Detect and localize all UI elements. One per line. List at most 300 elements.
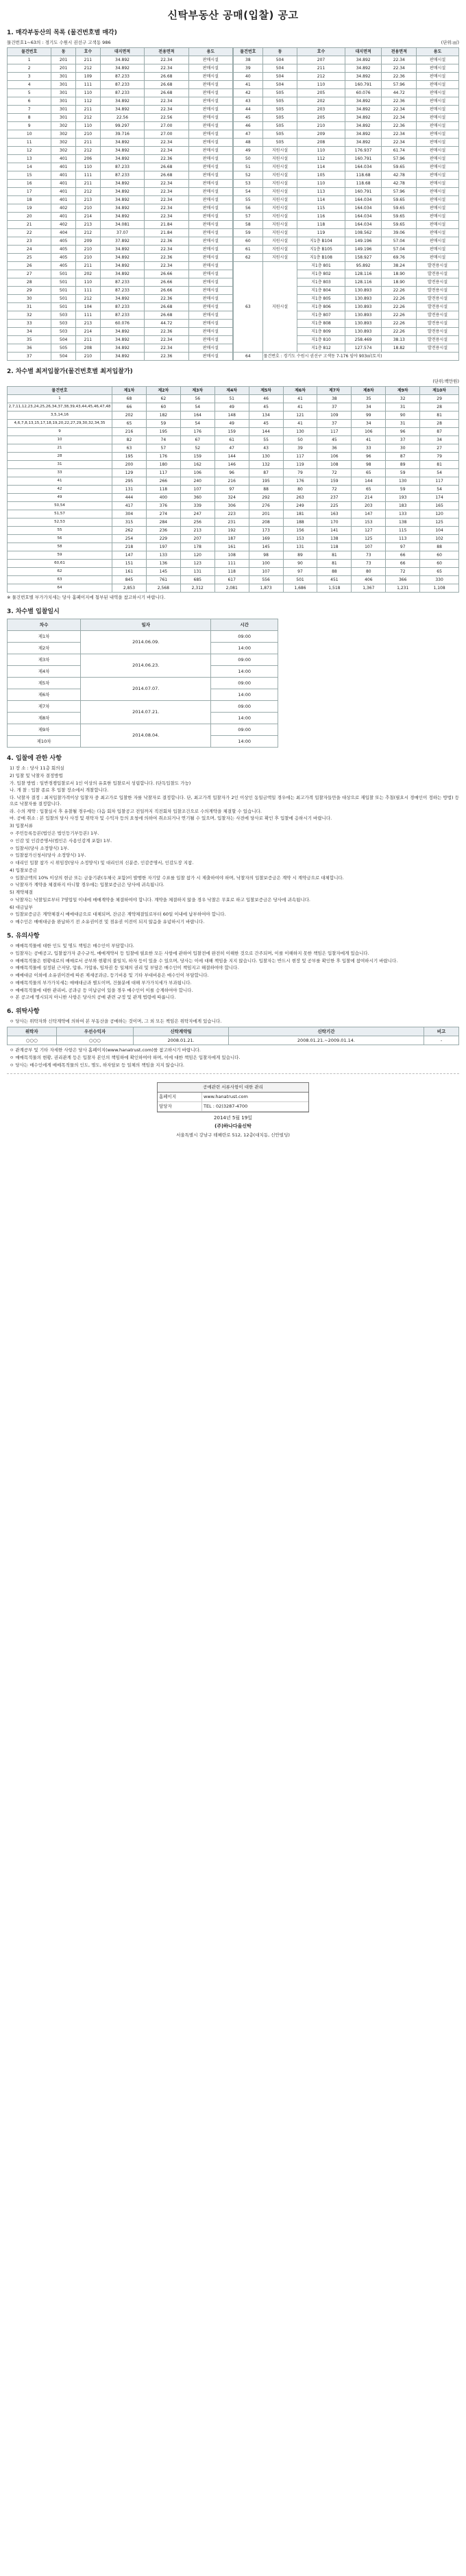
schedule-round: 제8차 bbox=[8, 712, 81, 724]
trust-table bbox=[7, 1027, 459, 1045]
price-cell: 66 bbox=[112, 403, 147, 412]
property-right-cell: 판매시설 bbox=[417, 155, 459, 163]
property-right-cell: 판매시설 bbox=[417, 56, 459, 64]
price-row bbox=[8, 568, 459, 576]
property-right-row bbox=[234, 246, 459, 254]
price-cell: 34 bbox=[352, 420, 386, 428]
price-cell: 1 bbox=[8, 395, 112, 403]
property-right-cell: 지원시설 bbox=[262, 196, 297, 204]
property-left-row bbox=[8, 106, 233, 114]
property-left-cell: 104 bbox=[75, 303, 100, 311]
property-lot63-cell: 22.26 bbox=[382, 311, 417, 320]
property-right-row bbox=[234, 89, 459, 97]
property-left-cell: 판매시설 bbox=[188, 97, 232, 106]
property-left-row bbox=[8, 328, 233, 336]
price-cell: 151 bbox=[112, 560, 147, 568]
price-cell: 366 bbox=[386, 576, 420, 584]
property-left-cell: 22.36 bbox=[145, 295, 188, 303]
property-right-row bbox=[234, 163, 459, 171]
property-left-row bbox=[8, 344, 233, 353]
price-cell: 97 bbox=[386, 543, 420, 551]
property-right-cell: 164.034 bbox=[345, 204, 382, 213]
section4-line: ㅇ 인감 및 인감증명서(법인은 사용인감계 포함) 1부. bbox=[10, 837, 112, 844]
property-left-cell: 판매시설 bbox=[188, 328, 232, 336]
property-left-cell: 16 bbox=[8, 180, 51, 188]
price-cell: 49 bbox=[8, 494, 112, 502]
property-right-cell: 34.892 bbox=[345, 97, 382, 106]
price-cell: 444 bbox=[112, 494, 147, 502]
property-right-cell: 108.562 bbox=[345, 229, 382, 237]
property-left-cell: 110 bbox=[75, 89, 100, 97]
price-cell: 59 bbox=[386, 486, 420, 494]
price-cell: 315 bbox=[112, 518, 147, 527]
contact-label: 홈페이지 bbox=[158, 1093, 202, 1101]
property-right-cell: 57.04 bbox=[382, 237, 417, 246]
property-left-cell: 27 bbox=[8, 270, 51, 278]
price-cell: 182 bbox=[146, 412, 180, 420]
price-row bbox=[8, 527, 459, 535]
property-left-cell: 판매시설 bbox=[188, 303, 232, 311]
property-right-cell: 판매시설 bbox=[417, 196, 459, 204]
price-cell: 169 bbox=[249, 535, 283, 543]
section4-line: 2) 입찰 및 낙찰자 결정방법 bbox=[10, 772, 63, 778]
price-cell: 54 bbox=[420, 469, 459, 477]
section4-line: 마. 공매 취소 : 본 입찰의 당사 사정 및 위탁자 및 수익자 등의 요청에 의하여 취소되거나 연기될 수 있으며, 입찰자는 사전에 당사로 확인 후 입찰에 응하시기 바랍니다. bbox=[10, 815, 332, 822]
price-cell: 134 bbox=[249, 412, 283, 420]
property-left-cell: 14 bbox=[8, 163, 51, 171]
property-right-cell: 판매시설 bbox=[417, 73, 459, 81]
property-lot63-cell: 22.26 bbox=[382, 303, 417, 311]
price-cell: 28 bbox=[420, 420, 459, 428]
property-left-cell: 19 bbox=[8, 204, 51, 213]
section4-line: 4) 입찰보증금 bbox=[10, 867, 38, 873]
property-right-row bbox=[234, 147, 459, 155]
price-cell: 63 bbox=[112, 444, 147, 453]
property-left-cell: 판매시설 bbox=[188, 147, 232, 155]
property-left-cell: 34.892 bbox=[100, 97, 144, 106]
price-cell: 130 bbox=[283, 428, 317, 436]
property-lot63-cell: 22.26 bbox=[382, 295, 417, 303]
price-header-9: 제9차 bbox=[386, 387, 420, 395]
property-lot63-cell: 발전용시설 bbox=[417, 295, 459, 303]
property-right-row bbox=[234, 229, 459, 237]
property-left-row bbox=[8, 73, 233, 81]
price-cell: 147 bbox=[112, 551, 147, 560]
property-right-row bbox=[234, 171, 459, 180]
property-left-cell: 210 bbox=[75, 246, 100, 254]
property-right-header-4: 전용면적 bbox=[382, 48, 417, 56]
property-right-row bbox=[234, 97, 459, 106]
price-cell: 202 bbox=[112, 412, 147, 420]
price-cell: 106 bbox=[352, 428, 386, 436]
property-left-cell: 87.233 bbox=[100, 81, 144, 89]
trust-cell: ○○○ bbox=[56, 1036, 134, 1045]
property-lot63-cell: 발전용시설 bbox=[417, 328, 459, 336]
section6-title: 6. 위탁사항 bbox=[7, 1008, 40, 1016]
property-lot63-cell: 지1층 805 bbox=[297, 295, 345, 303]
property-right-cell: 53 bbox=[234, 180, 263, 188]
property-left-cell: 22 bbox=[8, 229, 51, 237]
trust-header-4: 비고 bbox=[424, 1027, 458, 1036]
property-right-cell: 57.04 bbox=[382, 246, 417, 254]
price-cell: 35 bbox=[352, 395, 386, 403]
section-bid-schedule bbox=[7, 608, 459, 748]
property-right-cell: 69.76 bbox=[382, 254, 417, 262]
price-row bbox=[8, 543, 459, 551]
price-cell: 130 bbox=[249, 453, 283, 461]
price-cell: 145 bbox=[249, 543, 283, 551]
price-cell: 60 bbox=[146, 403, 180, 412]
property-left-cell: 111 bbox=[75, 171, 100, 180]
property-left-cell: 87.233 bbox=[100, 287, 144, 295]
price-cell: 223 bbox=[214, 510, 249, 518]
price-cell: 51,57 bbox=[8, 510, 112, 518]
property-left-cell: 110 bbox=[75, 163, 100, 171]
property-right-cell: 34.892 bbox=[345, 106, 382, 114]
price-cell: 73 bbox=[352, 560, 386, 568]
price-cell: 165 bbox=[420, 502, 459, 510]
price-header-6: 제6차 bbox=[283, 387, 317, 395]
schedule-time: 14:00 bbox=[211, 689, 278, 700]
price-cell: 145 bbox=[146, 568, 180, 576]
property-left-cell: 22.34 bbox=[145, 139, 188, 147]
property-right-cell: 34.892 bbox=[345, 130, 382, 139]
price-cell: 56 bbox=[180, 395, 214, 403]
price-cell: 148 bbox=[214, 412, 249, 420]
price-cell: 262 bbox=[112, 527, 147, 535]
property-left-row bbox=[8, 262, 233, 270]
property-left-cell: 11 bbox=[8, 139, 51, 147]
property-lot63-cell: 지1층 803 bbox=[297, 278, 345, 287]
property-right-header-3: 대지면적 bbox=[345, 48, 382, 56]
property-lot63-cell: 130.893 bbox=[345, 287, 382, 295]
property-left-cell: 34.892 bbox=[100, 246, 144, 254]
price-cell: 263 bbox=[283, 494, 317, 502]
price-cell: 89 bbox=[386, 461, 420, 469]
price-row bbox=[8, 395, 459, 403]
price-cell: 201 bbox=[249, 510, 283, 518]
property-left-cell: 판매시설 bbox=[188, 130, 232, 139]
lot63-building: 지원시설 bbox=[262, 262, 297, 353]
price-cell: 67 bbox=[180, 436, 214, 444]
property-right-cell: 211 bbox=[297, 64, 345, 73]
section4-line: 나. 개 찰 : 입찰 종료 후 입찰 장소에서 개찰합니다. bbox=[10, 787, 109, 794]
property-left-header-1: 동 bbox=[51, 48, 76, 56]
property-left-cell: 110 bbox=[75, 122, 100, 130]
property-left-cell: 26 bbox=[8, 262, 51, 270]
property-left-cell: 21.84 bbox=[145, 221, 188, 229]
property-right-cell: 판매시설 bbox=[417, 89, 459, 97]
price-cell: 21 bbox=[8, 444, 112, 453]
property-lot63-cell: 130.893 bbox=[345, 295, 382, 303]
price-cell: 141 bbox=[317, 527, 352, 535]
property-left-cell: 34 bbox=[8, 328, 51, 336]
section2-subheader bbox=[7, 379, 459, 385]
price-cell: 90 bbox=[283, 560, 317, 568]
property-left-cell: 34.892 bbox=[100, 262, 144, 270]
price-cell: 107 bbox=[180, 486, 214, 494]
property-right-cell: 57.96 bbox=[382, 81, 417, 89]
price-cell: 107 bbox=[249, 568, 283, 576]
property-left-cell: 판매시설 bbox=[188, 171, 232, 180]
price-cell: 46 bbox=[249, 395, 283, 403]
property-right-cell: 164.034 bbox=[345, 221, 382, 229]
section4-line: ㅇ 매수인은 매매대금을 완납하기 전 소유권이전 및 점유권 이전이 되지 않음을 유념하시기 바랍니다. bbox=[10, 919, 205, 925]
property-left-cell: 211 bbox=[75, 139, 100, 147]
trust-cell: 2008.01.21. bbox=[134, 1036, 229, 1045]
price-cell: 216 bbox=[214, 477, 249, 486]
property-left-cell: 201 bbox=[51, 64, 76, 73]
section4-line: ㅇ 대리인 입찰 참가 시 위임장(당사 소정양식) 및 대리인의 신분증, 인감증명서, 인감도장 지참. bbox=[10, 860, 194, 866]
property-right-cell: 62 bbox=[234, 254, 263, 262]
price-cell: 29 bbox=[420, 395, 459, 403]
property-right-cell: 판매시설 bbox=[417, 246, 459, 254]
property-right-cell: 118.68 bbox=[345, 180, 382, 188]
price-cell: 33 bbox=[8, 469, 112, 477]
price-cell: 153 bbox=[283, 535, 317, 543]
price-cell: 2,081 bbox=[214, 584, 249, 593]
price-cell: 54 bbox=[180, 420, 214, 428]
price-row bbox=[8, 469, 459, 477]
section6-line: ㅇ 관계공부 및 기타 자세한 사항은 당사 홈페이지(www.hanatrust.com)를 참고하시기 바랍니다. bbox=[10, 1047, 201, 1053]
property-right-cell: 504 bbox=[262, 73, 297, 81]
property-right-cell: 209 bbox=[297, 130, 345, 139]
property-left-cell: 26.66 bbox=[145, 287, 188, 295]
price-cell: 56 bbox=[8, 535, 112, 543]
property-lot63-row bbox=[234, 262, 459, 270]
section3-title: 3. 차수별 입찰일시 bbox=[7, 608, 60, 615]
property-left-cell: 87.233 bbox=[100, 278, 144, 287]
property-lot63-cell: 지1층 804 bbox=[297, 287, 345, 295]
property-right-cell: 22.36 bbox=[382, 73, 417, 81]
price-cell: 58 bbox=[8, 543, 112, 551]
schedule-date: 2014.07.21. bbox=[81, 700, 211, 724]
property-left-row bbox=[8, 278, 233, 287]
price-cell: 617 bbox=[214, 576, 249, 584]
property-left-cell: 판매시설 bbox=[188, 320, 232, 328]
property-right-row bbox=[234, 64, 459, 73]
price-cell: 147 bbox=[352, 510, 386, 518]
property-right-cell: 지원시설 bbox=[262, 155, 297, 163]
property-lot63-cell: 18.90 bbox=[382, 278, 417, 287]
property-right-cell: 54 bbox=[234, 188, 263, 196]
property-left-cell: 405 bbox=[51, 237, 76, 246]
property-right-cell: 112 bbox=[297, 155, 345, 163]
property-lot63-cell: 130.893 bbox=[345, 303, 382, 311]
section4-body bbox=[10, 765, 459, 925]
property-left-cell: 99.297 bbox=[100, 122, 144, 130]
price-cell: 50,54 bbox=[8, 502, 112, 510]
price-cell: 178 bbox=[180, 543, 214, 551]
property-right-cell: 22.34 bbox=[382, 64, 417, 73]
property-left-cell: 18 bbox=[8, 196, 51, 204]
property-right-cell: 판매시설 bbox=[417, 180, 459, 188]
schedule-time: 09:00 bbox=[211, 654, 278, 665]
price-cell: 203 bbox=[352, 502, 386, 510]
property-right-row bbox=[234, 196, 459, 204]
property-right-header-1: 동 bbox=[262, 48, 297, 56]
price-cell: 153 bbox=[352, 518, 386, 527]
property-right-cell: 지1층 B104 bbox=[297, 237, 345, 246]
price-cell: 1,231 bbox=[386, 584, 420, 593]
property-lot63-cell: 지1층 807 bbox=[297, 311, 345, 320]
property-left-cell: 302 bbox=[51, 139, 76, 147]
property-right-row bbox=[234, 106, 459, 114]
property-left-cell: 22.34 bbox=[145, 188, 188, 196]
property-left-cell: 302 bbox=[51, 147, 76, 155]
property-left-cell: 3 bbox=[8, 73, 51, 81]
property-left-cell: 401 bbox=[51, 196, 76, 204]
property-left-cell: 29 bbox=[8, 287, 51, 295]
price-header-0: 물건번호 bbox=[8, 387, 112, 395]
schedule-time: 09:00 bbox=[211, 677, 278, 689]
property-right-cell: 48 bbox=[234, 139, 263, 147]
property-left-row bbox=[8, 353, 233, 361]
property-lot63-cell: 38.13 bbox=[382, 336, 417, 344]
price-cell: 65 bbox=[112, 420, 147, 428]
price-cell: 2,312 bbox=[180, 584, 214, 593]
property-left-cell: 판매시설 bbox=[188, 295, 232, 303]
property-left-header-3: 대지면적 bbox=[100, 48, 144, 56]
property-left-cell: 판매시설 bbox=[188, 122, 232, 130]
section-trust-info bbox=[7, 1007, 459, 1068]
property-left-cell: 22.34 bbox=[145, 196, 188, 204]
price-cell: 66 bbox=[386, 560, 420, 568]
price-cell: 68 bbox=[112, 395, 147, 403]
property-lot63-cell: 95.892 bbox=[345, 262, 382, 270]
price-cell: 65 bbox=[352, 469, 386, 477]
price-cell: 119 bbox=[283, 461, 317, 469]
schedule-date: 2014.06.09. bbox=[81, 630, 211, 654]
price-cell: 1,686 bbox=[283, 584, 317, 593]
property-left-cell: 4 bbox=[8, 81, 51, 89]
property-right-cell: 57.96 bbox=[382, 188, 417, 196]
price-cell: 72 bbox=[317, 469, 352, 477]
property-left-cell: 301 bbox=[51, 73, 76, 81]
price-cell: 55 bbox=[249, 436, 283, 444]
trust-header-1: 우선수익자 bbox=[56, 1027, 134, 1036]
property-right-cell: 판매시설 bbox=[417, 254, 459, 262]
price-cell: 52 bbox=[180, 444, 214, 453]
property-lot63-cell: 지1층 809 bbox=[297, 328, 345, 336]
property-right-cell: 판매시설 bbox=[417, 139, 459, 147]
price-cell: 125 bbox=[420, 518, 459, 527]
price-cell: 41 bbox=[352, 436, 386, 444]
property-lot63-cell: 130.893 bbox=[345, 311, 382, 320]
property-left-cell: 110 bbox=[75, 278, 100, 287]
property-left-cell: 35 bbox=[8, 336, 51, 344]
property-right-cell: 164.034 bbox=[345, 213, 382, 221]
schedule-round: 제4차 bbox=[8, 665, 81, 677]
property-lot63-cell: 발전용시설 bbox=[417, 303, 459, 311]
property-left-cell: 22.34 bbox=[145, 147, 188, 155]
property-right-cell: 59.65 bbox=[382, 196, 417, 204]
property-left-cell: 판매시설 bbox=[188, 237, 232, 246]
property-right-cell: 505 bbox=[262, 89, 297, 97]
price-cell: 64 bbox=[8, 584, 112, 593]
property-lot63-cell: 22.26 bbox=[382, 328, 417, 336]
price-cell: 256 bbox=[180, 518, 214, 527]
price-cell: 214 bbox=[352, 494, 386, 502]
property-left-row bbox=[8, 89, 233, 97]
price-cell: 4,6,7,8,13,15,17,18,19,20,22,27,29,30,32,34,35 bbox=[8, 420, 112, 428]
section4-title: 4. 입찰에 관한 사항 bbox=[7, 754, 62, 762]
price-cell: 1,518 bbox=[317, 584, 352, 593]
property-right-cell: 505 bbox=[262, 139, 297, 147]
price-cell: 104 bbox=[420, 527, 459, 535]
property-right-cell: 58 bbox=[234, 221, 263, 229]
property-lot63-cell: 258.469 bbox=[345, 336, 382, 344]
property-left-cell: 87.233 bbox=[100, 303, 144, 311]
property-left-cell: 판매시설 bbox=[188, 180, 232, 188]
notice-page bbox=[7, 0, 459, 1145]
property-right-cell: 지원시설 bbox=[262, 237, 297, 246]
price-cell: 65 bbox=[420, 568, 459, 576]
property-right-cell: 504 bbox=[262, 81, 297, 89]
price-cell: 133 bbox=[146, 551, 180, 560]
property-left-header-2: 호수 bbox=[75, 48, 100, 56]
price-header-4: 제4차 bbox=[214, 387, 249, 395]
property-left-cell: 87.233 bbox=[100, 163, 144, 171]
property-left-cell: 34.892 bbox=[100, 106, 144, 114]
property-left-cell: 210 bbox=[75, 254, 100, 262]
price-cell: 144 bbox=[352, 477, 386, 486]
property-lot63-cell: 지1층 806 bbox=[297, 303, 345, 311]
property-lot63-cell: 18.82 bbox=[382, 344, 417, 353]
price-cell: 339 bbox=[180, 502, 214, 510]
property-left-row bbox=[8, 56, 233, 64]
property-right-cell: 205 bbox=[297, 89, 345, 97]
section4-line: 3) 입찰서류 bbox=[10, 823, 33, 829]
property-left-cell: 34.892 bbox=[100, 56, 144, 64]
property-left-cell: 2 bbox=[8, 64, 51, 73]
property-right-cell: 39 bbox=[234, 64, 263, 73]
schedule-row bbox=[8, 630, 278, 642]
price-cell: 88 bbox=[317, 568, 352, 576]
property-right-cell: 505 bbox=[262, 130, 297, 139]
property-right-cell: 61 bbox=[234, 246, 263, 254]
schedule-row bbox=[8, 724, 278, 735]
price-cell: 96 bbox=[352, 453, 386, 461]
section5-paragraph: ㅇ 매매목적물에 설정된 근저당, 압류, 가압류, 임차권 등 일체의 권리 및 부담은 매수인이 책임지고 해결하여야 합니다. bbox=[10, 965, 239, 971]
property-left-cell: 202 bbox=[75, 270, 100, 278]
price-cell: 57 bbox=[146, 444, 180, 453]
property-right-cell: 판매시설 bbox=[417, 81, 459, 89]
property-lot63-cell: 130.893 bbox=[345, 320, 382, 328]
price-cell: 183 bbox=[386, 502, 420, 510]
price-cell: 80 bbox=[283, 486, 317, 494]
property-left-row bbox=[8, 246, 233, 254]
property-left-row bbox=[8, 64, 233, 73]
price-cell: 187 bbox=[214, 535, 249, 543]
property-left-cell: 34.892 bbox=[100, 155, 144, 163]
property-right-cell: 22.34 bbox=[382, 139, 417, 147]
property-lot63-cell: 22.26 bbox=[382, 320, 417, 328]
property-right-cell: 22.34 bbox=[382, 130, 417, 139]
price-row bbox=[8, 436, 459, 444]
price-cell: 72 bbox=[386, 568, 420, 576]
property-left-cell: 301 bbox=[51, 97, 76, 106]
property-right-cell: 판매시설 bbox=[417, 221, 459, 229]
price-cell: 32 bbox=[386, 395, 420, 403]
price-cell: 304 bbox=[112, 510, 147, 518]
property-left-row bbox=[8, 180, 233, 188]
property-left-header-5: 용도 bbox=[188, 48, 232, 56]
price-cell: 106 bbox=[317, 453, 352, 461]
property-left-row bbox=[8, 320, 233, 328]
price-cell: 88 bbox=[249, 486, 283, 494]
property-right-cell: 60 bbox=[234, 237, 263, 246]
